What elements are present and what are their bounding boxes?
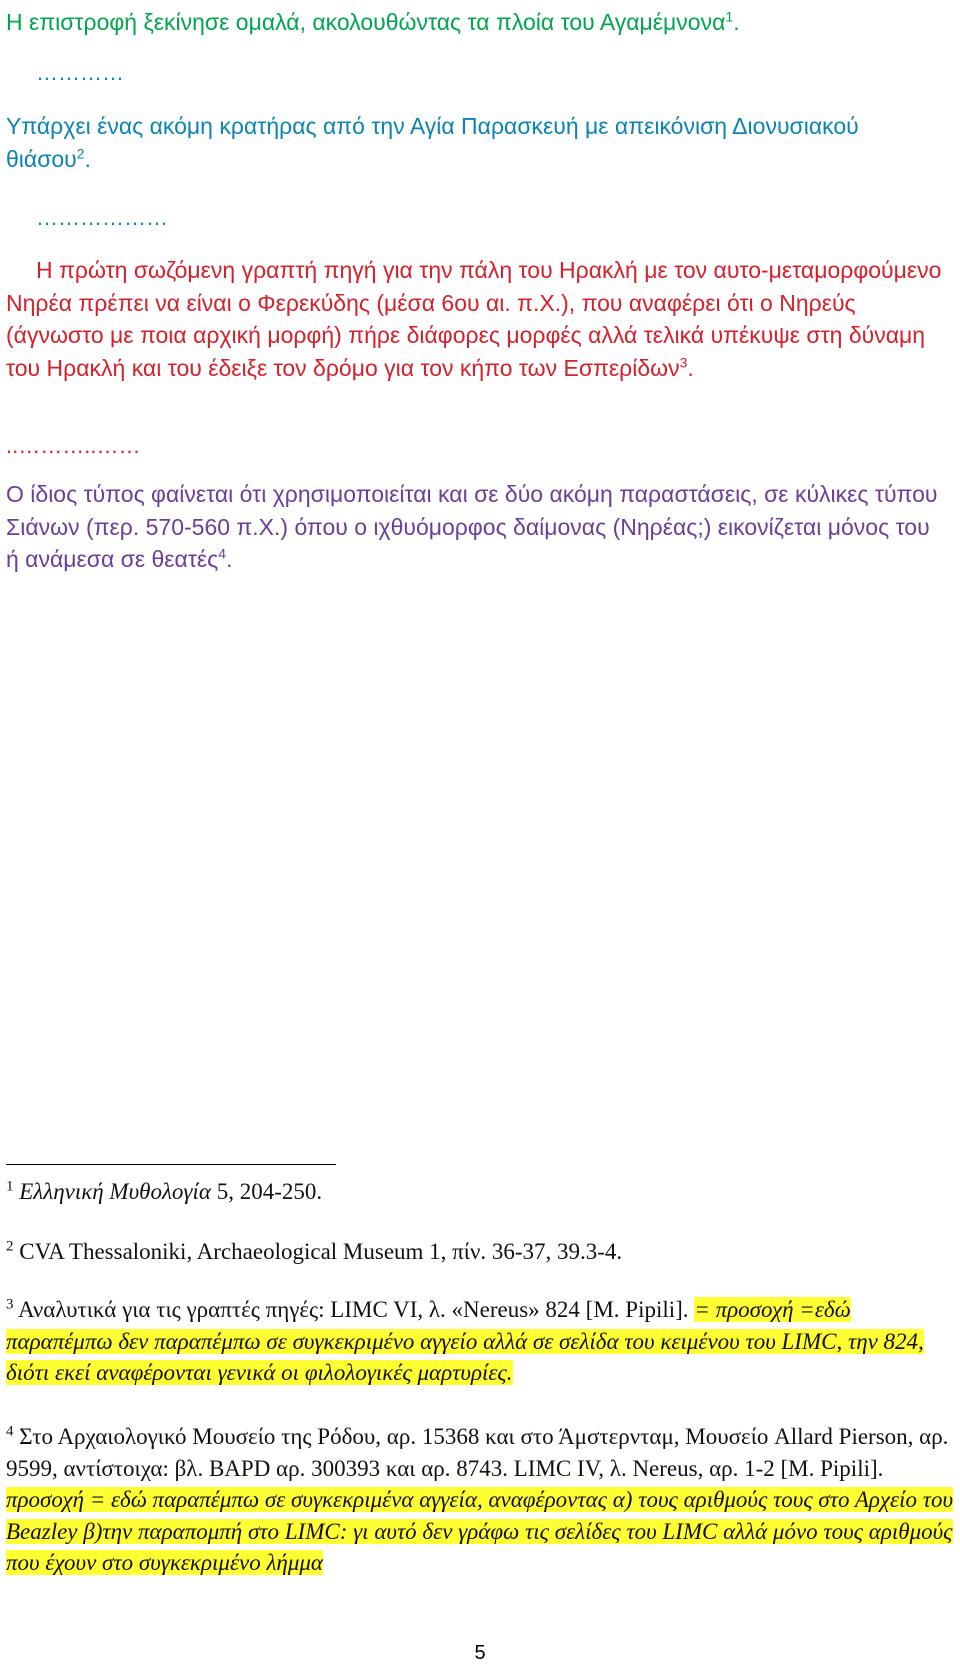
footnote-ref-1[interactable]: 1	[725, 8, 734, 25]
page-number: 5	[474, 1642, 486, 1664]
highlighted-note: = προσοχή =εδώ παραπέμπω δεν παραπέμπω σε συγκεκριμένο αγγείο αλλά σε σελίδα του κειμένου του LIMC, την 824, διότι εκεί αναφέρονται γενικά οι φιλολογικές μαρτυρίες.	[6, 1297, 924, 1385]
paragraph-2: Υπάρχει ένας ακόμη κρατήρας από την Αγία Παρασκευή με απεικόνιση Διονυσιακού θιάσου$^2$.	[6, 113, 859, 172]
ellipsis-separator: …………	[36, 60, 124, 85]
paragraph-4: Ο ίδιος τύπος φαίνεται ότι χρησιμοποιείται και σε δύο ακόμη παραστάσεις, σε κύλικες τύπου Σιάνων (περ. 570-560 π.Χ.) όπου ο ιχθυόμορφος δαίμονας (Νηρέας;) εικονίζεται μόνος του ή ανάμεσα σε θεατές$^4$.	[6, 481, 938, 572]
footnote-ref-4[interactable]: 4	[218, 545, 227, 562]
footnote-ref-3[interactable]: 3	[679, 353, 688, 370]
footnote-4: $^4$ Στο Αρχαιολογικό Μουσείο της Ρόδου, αρ. 15368 και στο Άμστερνταμ, Μουσείο Allard Pierson, αρ. 9599, αντίστοιχα: βλ. BAPD αρ. 300393 και αρ. 8743. LIMC IV, λ. Nereus, αρ. 1-2 [M. Pipili]. προσοχή = εδώ παραπέμπω σε συγκεκριμένα αγγεία, αναφέροντας α) τους αριθμούς τους στο Αρχείο του Beazley β)την παραπομπή στο LIMC: γι αυτό δεν γράφω τις σελίδες του LIMC αλλά μόνο τους αριθμούς που έχουν στο συγκεκριμένο λήμμα	[6, 1423, 954, 1575]
highlighted-note: προσοχή = εδώ παραπέμπω σε συγκεκριμένα αγγεία, αναφέροντας α) τους αριθμούς τους στο Αρχείο του Beazley β)την παραπομπή στο LIMC: γι αυτό δεν γράφω τις σελίδες του LIMC αλλά μόνο τους αριθμούς που έχουν στο συγκεκριμένο λήμμα	[6, 1487, 954, 1575]
ellipsis-separator: ………………	[36, 205, 168, 230]
footnote-ref-2[interactable]: 2	[76, 144, 85, 161]
paragraph-3: Η πρώτη σωζόμενη γραπτή πηγή για την πάλη του Ηρακλή με τον αυτο-μεταμορφούμενο Νηρέα πρέπει να είναι ο Φερεκύδης (μέσα 6ου αι. π.Χ.), που αναφέρει ότι ο Νηρεύς (άγνωστο με ποια αρχική μορφή) πήρε διάφορες μορφές αλλά τελικά υπέκυψε στη δύναμη του Ηρακλή και του έδειξε τον δρόμο για τον κήπο των Εσπερίδων$^3$.	[6, 257, 942, 381]
paragraph-1: Η επιστροφή ξεκίνησε ομαλά, ακολουθώντας τα πλοία του Αγαμέμνονα$^1$.	[6, 8, 740, 35]
footnote-separator	[6, 1164, 336, 1165]
footnote-2: $^2$ CVA Thessaloniki, Archaeological Museum 1, πίν. 36-37, 39.3-4.	[6, 1238, 623, 1264]
footnote-1: $^1$ Ελληνική Μυθολογία 5, 204-250.	[6, 1178, 323, 1204]
footnote-3: $^3$ Αναλυτικά για τις γραπτές πηγές: LIMC VI, λ. «Nereus» 824 [M. Pipili]. = προσοχή =εδώ παραπέμπω δεν παραπέμπω σε συγκεκριμένο αγγείο αλλά σε σελίδα του κειμένου του LIMC, την 824, διότι εκεί αναφέρονται γενικά οι φιλολογικές μαρτυρίες.	[6, 1296, 924, 1385]
ellipsis-separator: ..………..……	[6, 433, 141, 458]
